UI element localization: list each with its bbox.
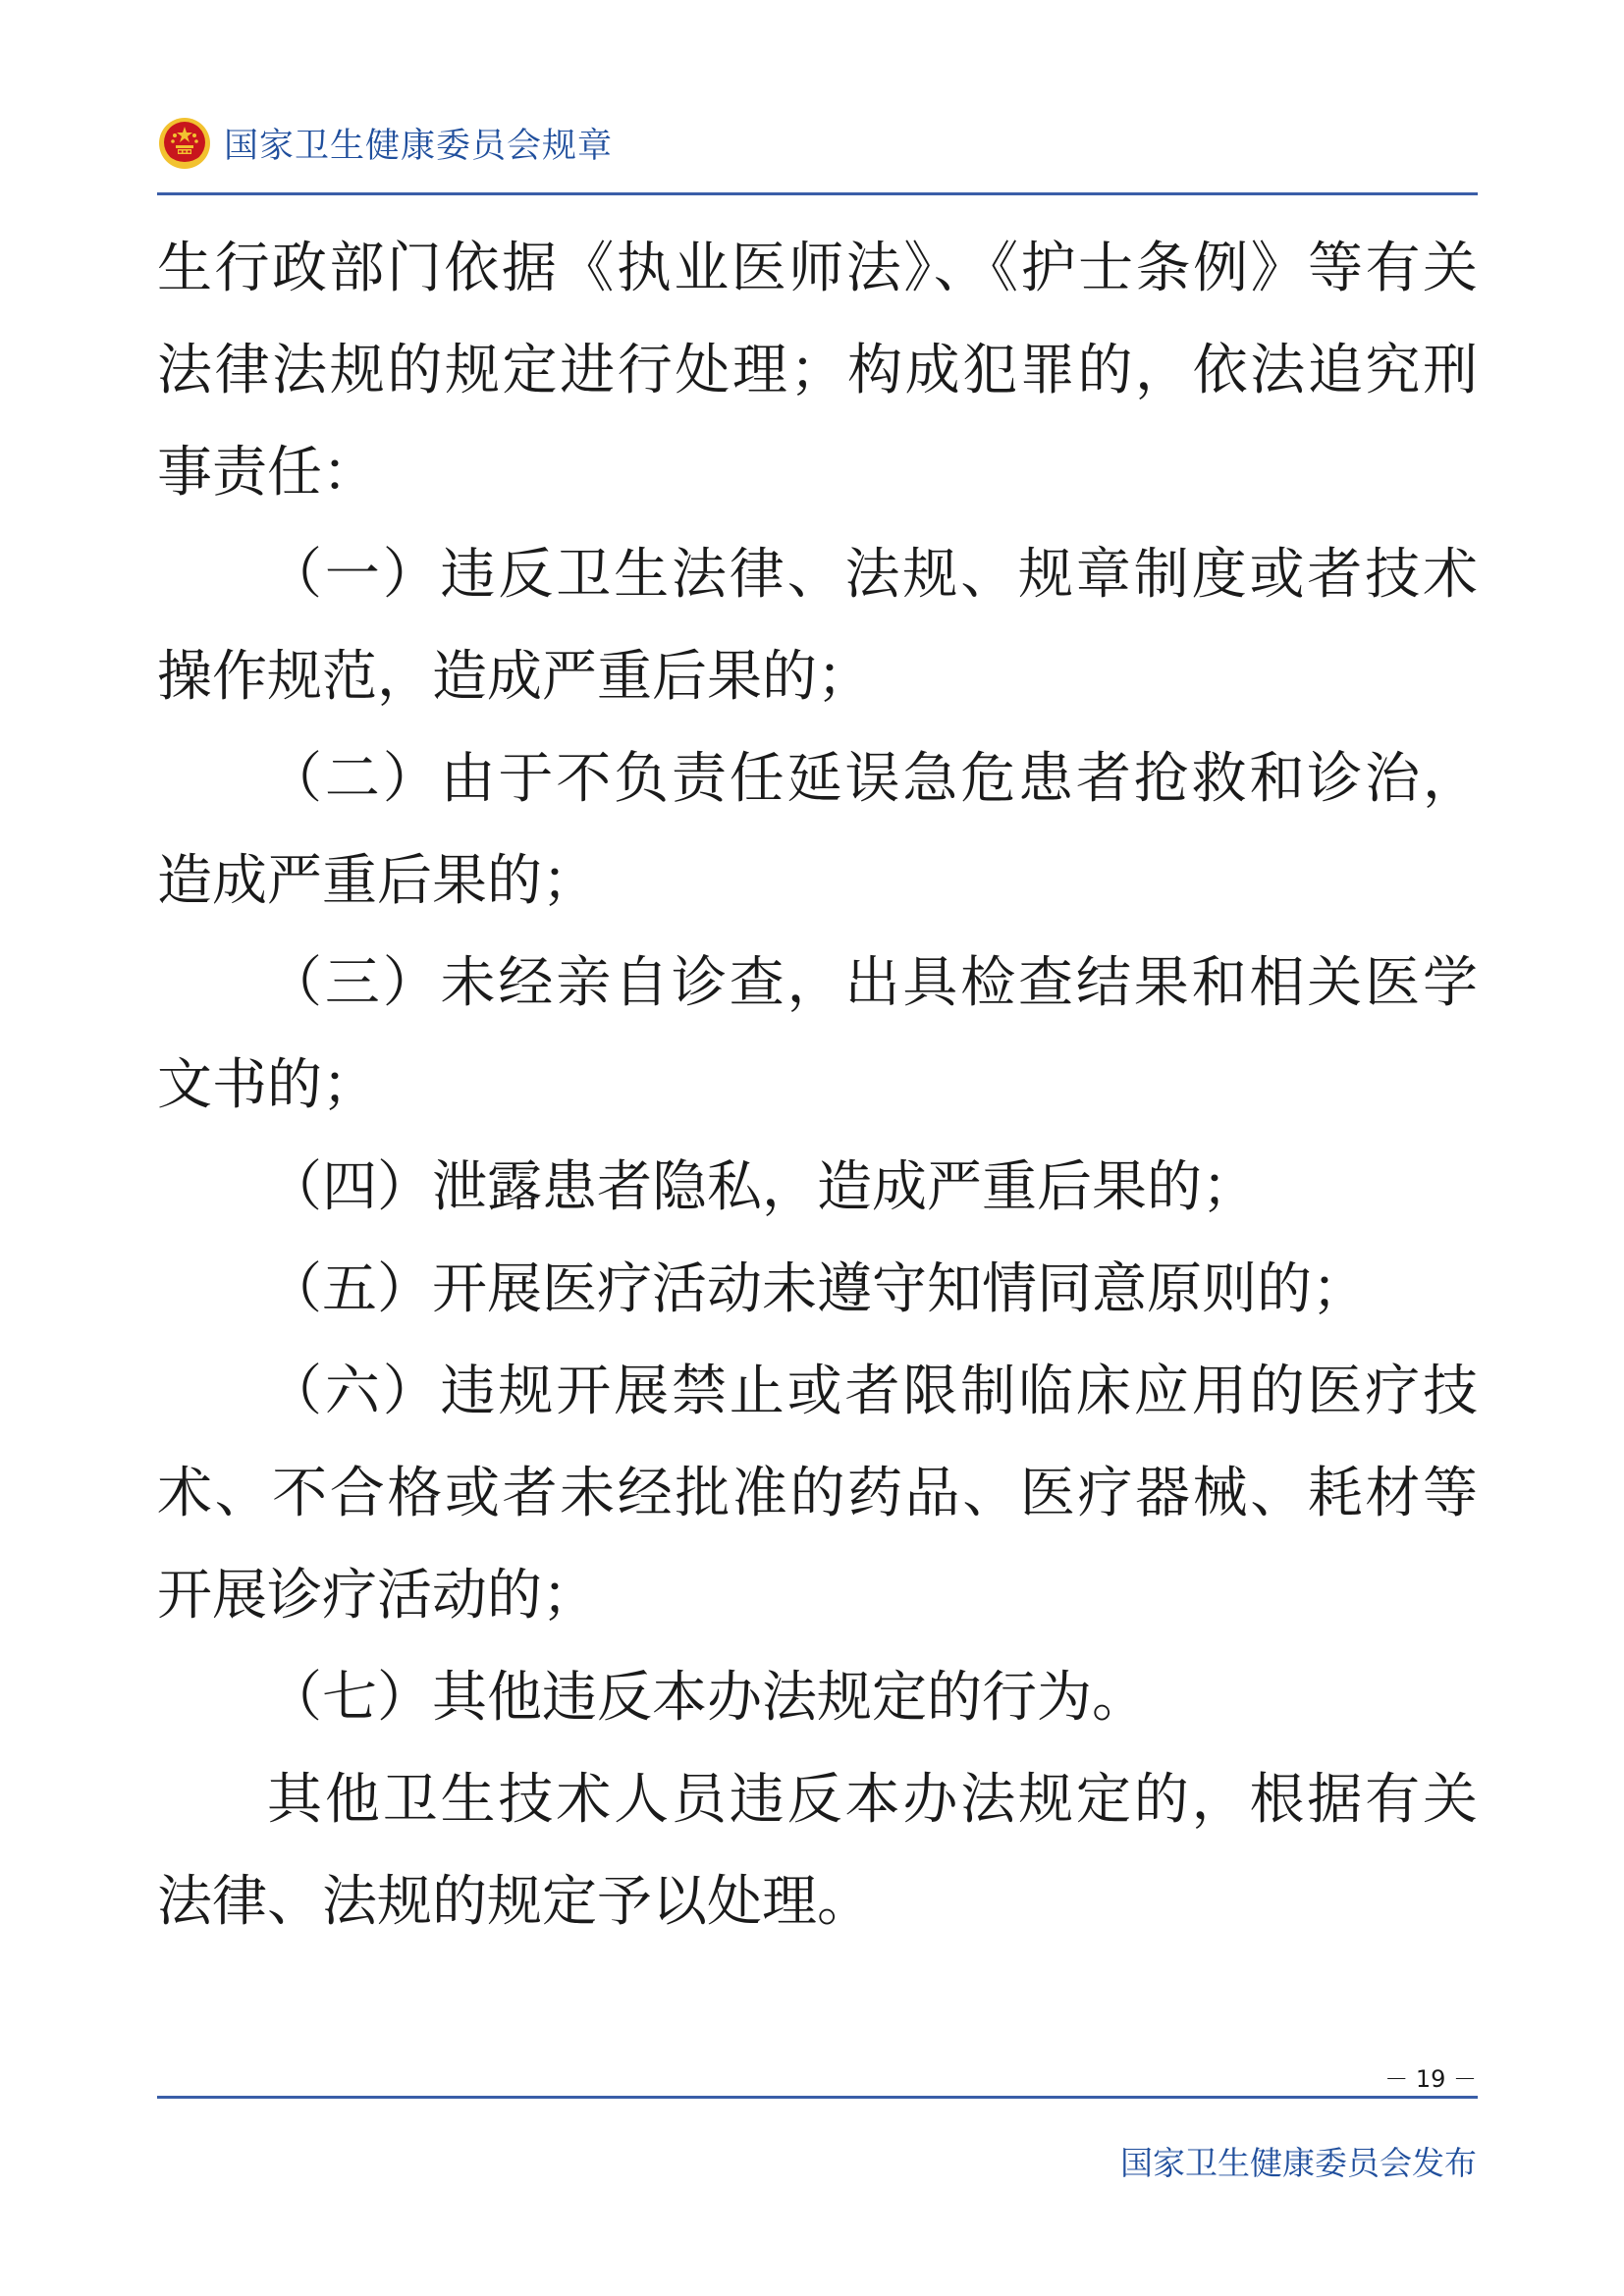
closing-paragraph-line: 法律、法规的规定予以处理。 [157, 1870, 872, 1934]
item-six-line: 术、不合格或者未经批准的药品、医疗器械、耗材等 [157, 1462, 1478, 1525]
header-divider [157, 192, 1478, 195]
header-title: 国家卫生健康委员会规章 [224, 127, 614, 166]
publisher-label: 国家卫生健康委员会发布 [1120, 2144, 1477, 2182]
item-one-line: 操作规范，造成严重后果的； [157, 645, 872, 709]
closing-paragraph-line: 其他卫生技术人员违反本办法规定的，根据有关 [267, 1768, 1478, 1832]
item-six-line: 开展诊疗活动的； [157, 1564, 597, 1628]
footer-divider [157, 2096, 1478, 2099]
item-three-line: 文书的； [157, 1053, 377, 1117]
item-one-line: （一）违反卫生法律、法规、规章制度或者技术 [267, 543, 1478, 607]
item-two-line: （二）由于不负责任延误急危患者抢救和诊治， [267, 747, 1478, 811]
text-line: 事责任： [157, 441, 377, 505]
item-five-line: （五）开展医疗活动未遵守知情同意原则的； [267, 1257, 1367, 1321]
national-emblem-icon [157, 116, 212, 171]
page-number: － 19 － [1384, 2065, 1477, 2093]
text-line: 法律法规的规定进行处理；构成犯罪的，依法追究刑 [157, 339, 1478, 402]
page-header [157, 114, 613, 173]
item-seven-line: （七）其他违反本办法规定的行为。 [267, 1666, 1147, 1730]
text-line: 生行政部门依据《执业医师法》、《护士条例》等有关 [157, 237, 1478, 300]
item-three-line: （三）未经亲自诊查，出具检查结果和相关医学 [267, 951, 1478, 1015]
item-two-line: 造成严重后果的； [157, 849, 597, 913]
item-six-line: （六）违规开展禁止或者限制临床应用的医疗技 [267, 1360, 1478, 1423]
document-body [157, 218, 1478, 1953]
item-four-line: （四）泄露患者隐私，造成严重后果的； [267, 1155, 1257, 1219]
